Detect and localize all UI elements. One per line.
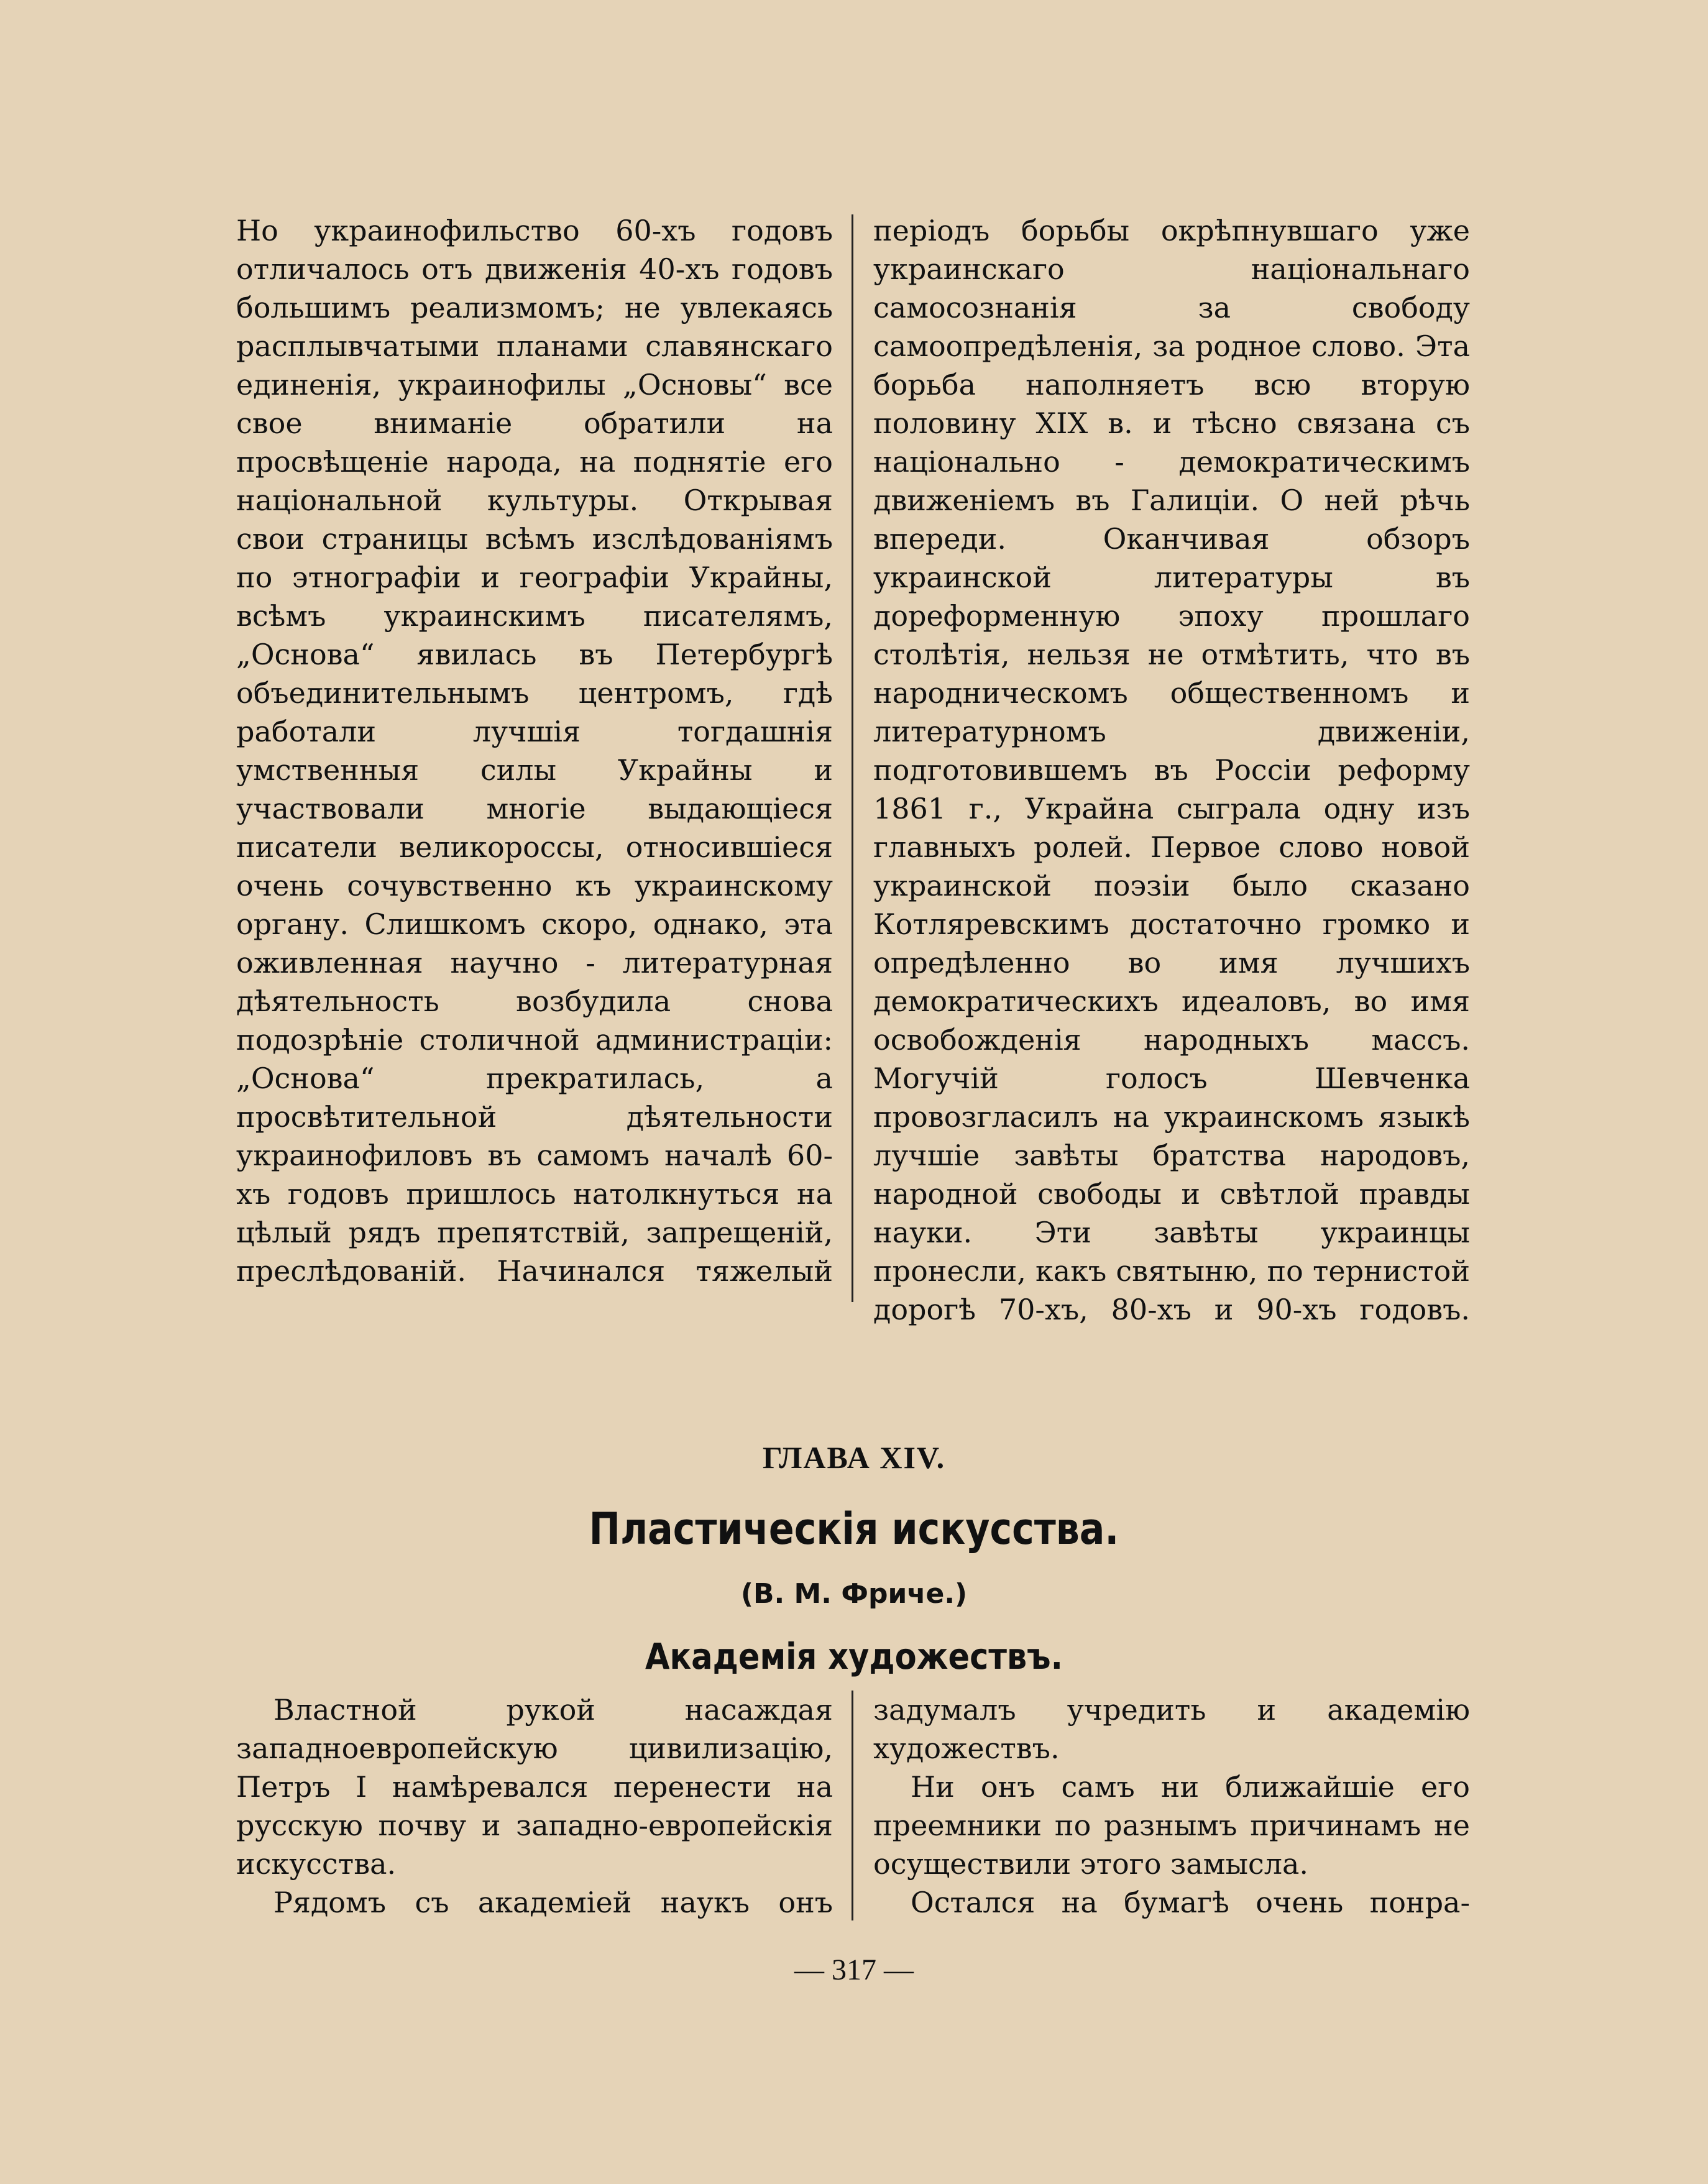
chapter-number: ГЛАВА XIV. <box>762 1440 946 1475</box>
chapter-title: Пластическія искусства. <box>589 1503 1119 1554</box>
column-divider-bottom <box>852 1691 853 1920</box>
top-right-paragraph: періодъ борьбы окрѣпнувшаго уже украинскаго національнаго самосознанія за свободу самоопредѣленія, за родное слово. Эта борьба наполняетъ всю вторую половину XIX в. и тѣсно связана съ національно - демократическимъ движеніемъ въ Галиціи. О ней рѣчь впереди. Оканчивая обзоръ украинской литературы въ дореформенную эпоху прошлаго столѣтія, нельзя не отмѣтить, что въ народническомъ общественномъ и литературномъ движеніи, подготовившемъ въ Россіи реформу 1861 г., Украйна сыграла одну изъ главныхъ ролей. Первое слово новой украинской поэзіи было сказано Котляревскимъ достаточно громко и опредѣленно во имя лучшихъ демократическихъ идеаловъ, во имя освобожденія народныхъ массъ. Могучій голосъ Шевченка провозгласилъ на украинскомъ языкѣ лучшіе завѣты братства народовъ, народной свободы и свѣтлой правды науки. Эти завѣты украинцы пронесли, какъ святыню, по тернистой дорогѣ 70-хъ, 80-хъ и 90-хъ годовъ. <box>873 214 1470 1326</box>
bottom-left-column <box>236 1691 833 1922</box>
top-left-column <box>236 211 833 1290</box>
bottom-left-paragraph-1: Властной рукой насаждая западноевропейскую цивилизацію, Петръ I намѣревался перенести на русскую почву и западно-европейскія искусства. <box>236 1693 833 1881</box>
page-number: — 317 — <box>794 1953 914 1986</box>
section-title: Академія художествъ. <box>645 1635 1063 1677</box>
bottom-left-paragraph-2: Рядомъ съ академіей наукъ онъ <box>273 1886 833 1919</box>
bottom-right-column <box>873 1691 1470 1922</box>
top-left-paragraph: Но украинофильство 60-хъ годовъ отличалось отъ движенія 40-хъ годовъ большимъ реализмомъ; не увлекаясь расплывчатыми планами славянскаго единенія, украинофилы „Основы“ все свое вниманіе обратили на просвѣщеніе народа, на поднятіе его національной культуры. Открывая свои страницы всѣмъ изслѣдованіямъ по этнографіи и географіи Украйны, всѣмъ украинскимъ писателямъ, „Основа“ явилась въ Петербургѣ объединительнымъ центромъ, гдѣ работали лучшія тогдашнія умственныя силы Украйны и участвовали многіе выдающіеся писатели великороссы, относившіеся очень сочувственно къ украинскому органу. Слишкомъ скоро, однако, эта оживленная научно - литературная дѣятельность возбудила снова подозрѣніе столичной администраціи: „Основа“ прекратилась, а просвѣтительной дѣятельности украинофиловъ въ самомъ началѣ 60-хъ годовъ пришлось натолкнуться на цѣлый рядъ препятствій, запрещеній, преслѣдованій. Начинался тяжелый <box>236 214 833 1288</box>
chapter-author: (В. М. Фриче.) <box>740 1578 968 1610</box>
top-right-column <box>873 211 1470 1329</box>
bottom-right-paragraph-2: Ни онъ самъ ни ближайшіе его преемники по разнымъ причинамъ не осуществили этого замысла. <box>873 1770 1470 1881</box>
bottom-right-paragraph-1: задумалъ учредить и академію художествъ. <box>873 1693 1470 1765</box>
bottom-right-paragraph-3: Остался на бумагѣ очень понра- <box>911 1886 1470 1919</box>
column-divider-top <box>852 214 853 1302</box>
